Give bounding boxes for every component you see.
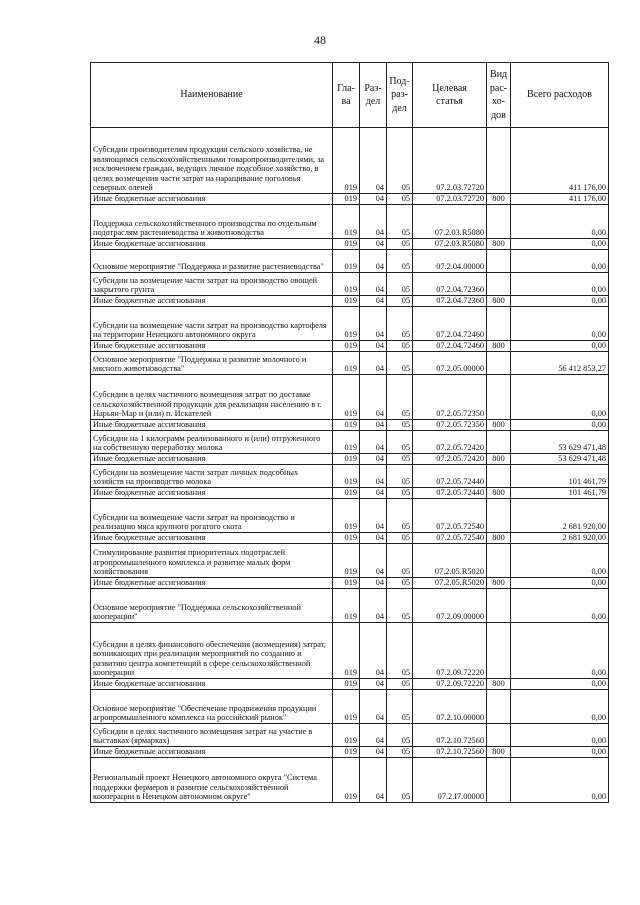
cell-podrazdel: 05	[387, 589, 413, 623]
cell-vid	[487, 465, 511, 488]
cell-name: Субсидии в целях частичного возмещения затрат по доставке сельскохозяйственной продукции для реализации населению в г. Нарьян-Мар и (или) п. Искателей	[91, 375, 333, 420]
cell-name: Субсидии в целях финансового обеспечения (возмещения) затрат, возникающих при реализации мероприятий по созданию и развитию центра компетенций в сфере сельскохозяйственной кооперации	[91, 623, 333, 679]
cell-podrazdel: 05	[387, 341, 413, 352]
cell-total: 53 629 471,48	[511, 454, 609, 465]
cell-razdel: 04	[360, 296, 387, 307]
cell-glava: 019	[333, 431, 360, 454]
cell-name: Иные бюджетные ассигнования	[91, 679, 333, 690]
cell-razdel: 04	[360, 250, 387, 273]
cell-vid: 800	[487, 239, 511, 250]
cell-vid: 800	[487, 533, 511, 544]
cell-podrazdel: 05	[387, 296, 413, 307]
cell-total: 0,00	[511, 273, 609, 296]
cell-code: 07.2.03.R5080	[413, 239, 487, 250]
table-row	[91, 420, 609, 431]
cell-glava: 019	[333, 724, 360, 747]
header-celevaya-text: Целевая статья	[432, 82, 467, 107]
cell-glava: 019	[333, 578, 360, 589]
cell-glava: 019	[333, 488, 360, 499]
cell-glava: 019	[333, 352, 360, 375]
header-podrazdel	[387, 63, 413, 128]
cell-glava: 019	[333, 533, 360, 544]
cell-razdel: 04	[360, 128, 387, 194]
cell-code: 07.2.09.00000	[413, 589, 487, 623]
cell-podrazdel: 05	[387, 420, 413, 431]
cell-code: 07.2.10.72560	[413, 724, 487, 747]
cell-vid	[487, 431, 511, 454]
cell-podrazdel: 05	[387, 465, 413, 488]
cell-glava: 019	[333, 307, 360, 341]
table-row	[91, 273, 609, 296]
cell-total: 0,00	[511, 747, 609, 758]
header-vid	[487, 63, 511, 128]
table-row	[91, 690, 609, 724]
cell-glava: 019	[333, 420, 360, 431]
cell-razdel: 04	[360, 465, 387, 488]
table-header-row	[91, 63, 609, 128]
cell-total: 0,00	[511, 578, 609, 589]
table-row	[91, 623, 609, 679]
cell-code: 07.2.05.72350	[413, 375, 487, 420]
cell-code: 07.2.10.72560	[413, 747, 487, 758]
table-row	[91, 747, 609, 758]
cell-total: 411 176,00	[511, 128, 609, 194]
cell-code: 07.2.05.72440	[413, 465, 487, 488]
header-glava-text: Гла- ва	[337, 82, 355, 107]
table-row	[91, 578, 609, 589]
cell-glava: 019	[333, 239, 360, 250]
cell-glava: 019	[333, 296, 360, 307]
cell-vid	[487, 250, 511, 273]
cell-razdel: 04	[360, 758, 387, 803]
cell-glava: 019	[333, 690, 360, 724]
cell-glava: 019	[333, 544, 360, 578]
cell-vid: 800	[487, 747, 511, 758]
cell-name: Основное мероприятие "Обеспечение продвижения продукции агропромышленного комплекса на российский рынок"	[91, 690, 333, 724]
cell-code: 07.2.05.00000	[413, 352, 487, 375]
cell-name: Поддержка сельскохозяйственного производства по отдельным подотраслям растениеводства и животноводства	[91, 205, 333, 239]
cell-podrazdel: 05	[387, 758, 413, 803]
header-podrazdel-text: Под- раз- дел	[389, 75, 410, 114]
cell-name: Иные бюджетные ассигнования	[91, 578, 333, 589]
cell-razdel: 04	[360, 679, 387, 690]
cell-name: Региональный проект Ненецкого автономного округа "Система поддержки фермеров и развитие сельскохозяйственной кооперации в Ненецком автономном округе"	[91, 758, 333, 803]
cell-podrazdel: 05	[387, 239, 413, 250]
table-row	[91, 431, 609, 454]
cell-podrazdel: 05	[387, 623, 413, 679]
cell-vid: 800	[487, 679, 511, 690]
cell-name: Субсидии в целях частичного возмещения затрат на участие в выставках (ярмарках)	[91, 724, 333, 747]
header-vsego-text: Всего расходов	[527, 89, 592, 101]
cell-glava: 019	[333, 128, 360, 194]
cell-code: 07.2.04.72460	[413, 341, 487, 352]
cell-name: Субсидии производителям продукции сельского хозяйства, не являющимся сельскохозяйственными товаропроизводителями, за исключением граждан, ведущих личное подсобное хозяйство, в целях возмещения части затрат на наращивание поголовья северных оленей	[91, 128, 333, 194]
table-row	[91, 375, 609, 420]
cell-code: 07.2.05.72350	[413, 420, 487, 431]
cell-code: 07.2.09.72220	[413, 623, 487, 679]
cell-name: Иные бюджетные ассигнования	[91, 194, 333, 205]
cell-vid	[487, 273, 511, 296]
cell-razdel: 04	[360, 724, 387, 747]
cell-podrazdel: 05	[387, 488, 413, 499]
cell-glava: 019	[333, 205, 360, 239]
cell-code: 07.2.05.72420	[413, 454, 487, 465]
header-razdel	[360, 63, 387, 128]
cell-total: 0,00	[511, 679, 609, 690]
header-name	[91, 63, 333, 128]
cell-code: 07.2.05.72420	[413, 431, 487, 454]
cell-podrazdel: 05	[387, 578, 413, 589]
cell-total: 0,00	[511, 544, 609, 578]
cell-razdel: 04	[360, 533, 387, 544]
cell-vid: 800	[487, 420, 511, 431]
cell-total: 0,00	[511, 341, 609, 352]
cell-name: Основное мероприятие "Поддержка сельскохозяйственной кооперации"	[91, 589, 333, 623]
cell-glava: 019	[333, 747, 360, 758]
table-row	[91, 307, 609, 341]
table-row	[91, 488, 609, 499]
cell-total: 0,00	[511, 623, 609, 679]
cell-razdel: 04	[360, 578, 387, 589]
cell-total: 2 681 920,00	[511, 499, 609, 533]
cell-total: 0,00	[511, 250, 609, 273]
cell-podrazdel: 05	[387, 690, 413, 724]
cell-code: 07.2.04.72460	[413, 307, 487, 341]
table-row	[91, 533, 609, 544]
cell-vid: 800	[487, 194, 511, 205]
cell-name: Субсидии на возмещение части затрат на производство и реализацию мяса крупного рогатого скота	[91, 499, 333, 533]
cell-podrazdel: 05	[387, 205, 413, 239]
table-row	[91, 454, 609, 465]
table-row	[91, 758, 609, 803]
cell-vid	[487, 307, 511, 341]
cell-podrazdel: 05	[387, 679, 413, 690]
cell-total: 0,00	[511, 205, 609, 239]
cell-name: Иные бюджетные ассигнования	[91, 533, 333, 544]
cell-razdel: 04	[360, 690, 387, 724]
cell-razdel: 04	[360, 623, 387, 679]
cell-podrazdel: 05	[387, 431, 413, 454]
cell-name: Основное мероприятие "Поддержка и развитие молочного и мясного животноводства"	[91, 352, 333, 375]
cell-name: Иные бюджетные ассигнования	[91, 341, 333, 352]
budget-table	[90, 62, 609, 803]
cell-name: Стимулирование развития приоритетных подотраслей агропромышленного комплекса и развитие малых форм хозяйствования	[91, 544, 333, 578]
cell-glava: 019	[333, 194, 360, 205]
cell-razdel: 04	[360, 205, 387, 239]
table-row	[91, 250, 609, 273]
cell-code: 07.2.05.R5020	[413, 544, 487, 578]
cell-name: Субсидии на возмещение части затрат на производство картофеля на территории Ненецкого автономного округа	[91, 307, 333, 341]
cell-vid	[487, 544, 511, 578]
cell-podrazdel: 05	[387, 454, 413, 465]
cell-name: Иные бюджетные ассигнования	[91, 296, 333, 307]
cell-code: 07.2.05.72440	[413, 488, 487, 499]
cell-vid: 800	[487, 578, 511, 589]
cell-vid	[487, 589, 511, 623]
cell-razdel: 04	[360, 431, 387, 454]
cell-total: 0,00	[511, 375, 609, 420]
cell-vid	[487, 352, 511, 375]
cell-code: 07.2.04.72360	[413, 296, 487, 307]
cell-podrazdel: 05	[387, 352, 413, 375]
cell-podrazdel: 05	[387, 747, 413, 758]
cell-glava: 019	[333, 375, 360, 420]
cell-code: 07.2.09.72220	[413, 679, 487, 690]
cell-total: 0,00	[511, 724, 609, 747]
table-row	[91, 352, 609, 375]
cell-code: 07.2.04.00000	[413, 250, 487, 273]
table-row	[91, 679, 609, 690]
cell-vid	[487, 724, 511, 747]
cell-razdel: 04	[360, 488, 387, 499]
cell-glava: 019	[333, 758, 360, 803]
cell-total: 0,00	[511, 420, 609, 431]
cell-total: 2 681 920,00	[511, 533, 609, 544]
table-row	[91, 341, 609, 352]
header-name-text: Наименование	[180, 89, 243, 101]
cell-total: 0,00	[511, 296, 609, 307]
cell-razdel: 04	[360, 375, 387, 420]
table-row	[91, 239, 609, 250]
header-vid-text: Вид рас- хо- дов	[489, 69, 508, 121]
cell-code: 07.2.03.72720	[413, 194, 487, 205]
header-glava	[333, 63, 360, 128]
header-vsego	[511, 63, 609, 128]
cell-vid	[487, 205, 511, 239]
cell-name: Субсидии на 1 килограмм реализованного и (или) отгруженного на собственную переработку молока	[91, 431, 333, 454]
cell-glava: 019	[333, 454, 360, 465]
cell-name: Иные бюджетные ассигнования	[91, 747, 333, 758]
cell-razdel: 04	[360, 352, 387, 375]
cell-code: 07.2.03.R5080	[413, 205, 487, 239]
cell-glava: 019	[333, 341, 360, 352]
cell-podrazdel: 05	[387, 533, 413, 544]
cell-razdel: 04	[360, 239, 387, 250]
cell-vid	[487, 758, 511, 803]
cell-razdel: 04	[360, 499, 387, 533]
cell-podrazdel: 05	[387, 499, 413, 533]
cell-vid: 800	[487, 296, 511, 307]
cell-code: 07.2.05.72540	[413, 499, 487, 533]
cell-name: Иные бюджетные ассигнования	[91, 454, 333, 465]
cell-podrazdel: 05	[387, 128, 413, 194]
cell-total: 0,00	[511, 239, 609, 250]
table-row	[91, 499, 609, 533]
cell-vid	[487, 499, 511, 533]
cell-vid	[487, 623, 511, 679]
cell-razdel: 04	[360, 589, 387, 623]
cell-podrazdel: 05	[387, 724, 413, 747]
cell-name: Субсидии на возмещение части затрат на производство овощей закрытого грунта	[91, 273, 333, 296]
cell-podrazdel: 05	[387, 194, 413, 205]
header-razdel-text: Раз- дел	[364, 82, 382, 107]
table-row	[91, 465, 609, 488]
cell-podrazdel: 05	[387, 250, 413, 273]
cell-glava: 019	[333, 589, 360, 623]
cell-total: 0,00	[511, 690, 609, 724]
cell-code: 07.2.10.00000	[413, 690, 487, 724]
cell-total: 0,00	[511, 589, 609, 623]
table-row	[91, 128, 609, 194]
cell-razdel: 04	[360, 454, 387, 465]
cell-total: 0,00	[511, 307, 609, 341]
page-number: 48	[314, 33, 326, 47]
cell-name: Субсидии на возмещение части затрат личных подсобных хозяйств на производство молока	[91, 465, 333, 488]
table-row	[91, 589, 609, 623]
table-row	[91, 205, 609, 239]
cell-vid: 800	[487, 341, 511, 352]
cell-glava: 019	[333, 679, 360, 690]
cell-code: 07.2.05.72540	[413, 533, 487, 544]
cell-glava: 019	[333, 465, 360, 488]
cell-podrazdel: 05	[387, 544, 413, 578]
header-celevaya	[413, 63, 487, 128]
cell-name: Иные бюджетные ассигнования	[91, 239, 333, 250]
cell-code: 07.2.I7.00000	[413, 758, 487, 803]
cell-name: Иные бюджетные ассигнования	[91, 420, 333, 431]
cell-glava: 019	[333, 273, 360, 296]
cell-total: 101 461,79	[511, 465, 609, 488]
cell-razdel: 04	[360, 341, 387, 352]
cell-code: 07.2.03.72720	[413, 128, 487, 194]
cell-code: 07.2.05.R5020	[413, 578, 487, 589]
cell-glava: 019	[333, 250, 360, 273]
cell-razdel: 04	[360, 194, 387, 205]
cell-total: 411 176,00	[511, 194, 609, 205]
table-row	[91, 724, 609, 747]
cell-vid	[487, 690, 511, 724]
cell-razdel: 04	[360, 307, 387, 341]
cell-podrazdel: 05	[387, 307, 413, 341]
cell-podrazdel: 05	[387, 375, 413, 420]
cell-razdel: 04	[360, 544, 387, 578]
cell-podrazdel: 05	[387, 273, 413, 296]
cell-name: Основное мероприятие "Поддержка и развитие растениеводства"	[91, 250, 333, 273]
cell-total: 101 461,79	[511, 488, 609, 499]
cell-vid: 800	[487, 454, 511, 465]
table-row	[91, 194, 609, 205]
cell-razdel: 04	[360, 420, 387, 431]
cell-razdel: 04	[360, 747, 387, 758]
cell-total: 53 629 471,48	[511, 431, 609, 454]
table-row	[91, 296, 609, 307]
table-row	[91, 544, 609, 578]
cell-razdel: 04	[360, 273, 387, 296]
cell-total: 0,00	[511, 758, 609, 803]
cell-glava: 019	[333, 499, 360, 533]
cell-glava: 019	[333, 623, 360, 679]
cell-vid	[487, 375, 511, 420]
cell-vid	[487, 128, 511, 194]
cell-total: 56 412 853,27	[511, 352, 609, 375]
cell-code: 07.2.04.72360	[413, 273, 487, 296]
cell-name: Иные бюджетные ассигнования	[91, 488, 333, 499]
cell-vid: 800	[487, 488, 511, 499]
